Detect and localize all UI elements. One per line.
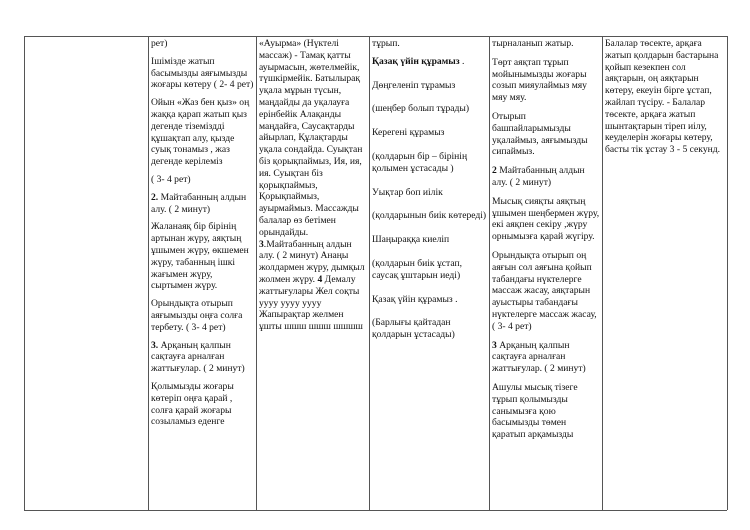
table-cell-col2: [259, 38, 368, 339]
cell-paragraph: Дөңгеленіп тұрамыз: [372, 79, 456, 91]
cell-paragraph: Керегені құрамыз: [372, 127, 445, 139]
table-border-col3: [489, 36, 490, 510]
table-border-left: [24, 36, 25, 510]
cell-paragraph: [492, 165, 602, 189]
table-cell-col4: [492, 38, 602, 448]
cell-paragraph: Төрт аяқтап тұрып мойынымызды жоғары созып мияулаймыз мяу мяу мяу.: [492, 56, 587, 104]
cell-paragraph: [151, 340, 255, 375]
cell-paragraph: (қолдарын биік ұстап, саусақ ұштарын иеді): [372, 257, 462, 281]
cell-text: .: [462, 55, 465, 67]
table-border-col0: [148, 36, 149, 510]
cell-paragraph: [492, 340, 602, 375]
cell-paragraph: Орындықта отырып аяғымызды оңға солға тербету. ( 3- 4 рет): [151, 298, 243, 333]
item-number: 3.: [151, 339, 159, 351]
table-border-col1: [256, 36, 257, 510]
item-heading: Арқаның қалпын сақтауға арналған жаттығулар. ( 2 минут): [492, 339, 586, 375]
cell-paragraph: [151, 192, 255, 216]
cell-heading: [372, 56, 488, 68]
cell-paragraph: Ішімізде жатып басымызды аяғымызды жоғары көтеру ( 2- 4 рет): [151, 55, 254, 91]
cell-text: «Ауырма» (Нүктелі массаж) - Тамақ қатты ауырмасын, жөтелмейік, түшкірмейік. Батылырақ уқала мұрын түсын, маңдайды да уқалауға ерінбейік Алақанды маңдайға, Саусақтарды айырлап, Құлақтарды уқала сондайда. Суықтан біз қорықпаймыз, Ия, ия, ия. Суықтан біз қорықпаймыз, Қорықпаймыз, ауырмаймыз. Массажды балалар өз бетімен орындайды.: [259, 38, 363, 238]
cell-paragraph: тұрып.: [372, 38, 400, 49]
cell-paragraph: (Барлығы қайтадан қолдарын ұстасады): [372, 317, 455, 341]
table-cell-col5: [605, 38, 727, 162]
item-number: 4: [317, 273, 323, 285]
item-number: 2.: [151, 191, 159, 203]
cell-paragraph: (қолдарын бір – бірінің қолымен ұстасады ): [372, 150, 468, 174]
table-cell-col1: [151, 38, 255, 434]
cell-paragraph: рет): [151, 38, 168, 49]
item-number: 3: [259, 238, 264, 250]
item-heading: Майтабанның алдын алу. ( 2 минут): [151, 191, 247, 215]
cell-paragraph: Шаңыраққа киеліп: [372, 234, 450, 246]
cell-paragraph: Балалар төсекте, арқаға жатып қолдарын бастарына қойып кезекпен сол аяқтарын, оң аяқтарын көтеру, екеуін бірге ұстап, жайлап түсіру. - Балалар төсекте, арқаға жатып шынтақтарын тіреп иілу, кеуделерін жоғары көтеру, басты тік ұстау 3 - 5 секунд.: [605, 38, 721, 156]
cell-paragraph: ( 3- 4 рет): [151, 173, 191, 185]
section-title: Қазақ үйін құрамыз: [372, 55, 460, 67]
cell-paragraph: Ашулы мысық тізеге тұрып қолымызды санымызға қою басымызды төмен қаратып арқамызды: [492, 381, 578, 441]
cell-paragraph: Қолымызды жоғары көтеріп оңға қарай , солға қарай жоғары созыламыз еденге: [151, 380, 234, 428]
cell-paragraph: Уықтар боп иілік: [372, 186, 443, 198]
item-number: 2: [492, 165, 497, 177]
table-cell-col3: [372, 38, 488, 353]
item-number: 3: [492, 339, 497, 351]
table-border-top: [24, 36, 727, 37]
item-heading: Арқаның қалпын сақтауға арналған жаттығулар. ( 2 минут): [151, 339, 245, 375]
cell-text: .Майтабанның алдын алу. ( 2 минут) Анаңы жолдармен жүру, дымқыл жолмен жүру.: [259, 238, 365, 285]
cell-text: Демалу жаттығулары Жел соқты уууу уууу уууу Жапырақтар желмен ұшты шшш шшш шшшш: [259, 273, 363, 333]
cell-paragraph: Мысық сияқты аяқтың ұшымен шеңбермен жүру, екі аяқпен секіру ,жүру орнымызға қарай жүгіру.: [492, 195, 600, 243]
cell-paragraph: (шеңбер болып тұрады): [372, 103, 470, 115]
table-border-right: [727, 36, 728, 510]
table-border-col4: [602, 36, 603, 510]
cell-paragraph: [259, 38, 368, 333]
cell-paragraph: тырналанып жатыр.: [492, 38, 574, 49]
cell-paragraph: Отырып башпайларымызды уқалаймыз, аяғымызды сипаймыз.: [492, 110, 588, 158]
table-border-bottom: [24, 510, 727, 511]
cell-paragraph: (қолдарынын биік көтереді): [372, 210, 487, 222]
item-heading: Майтабанның алдын алу. ( 2 минут): [492, 165, 585, 188]
cell-paragraph: Қазақ үйін құрамыз .: [372, 293, 458, 305]
cell-paragraph: Ойын «Жаз бен қыз» оң жаққа қарап жатып қыз дегенде тіземіздді құшақтап алу, қызде суық тонамыз , жаз дегенде керілеміз: [151, 97, 250, 168]
cell-paragraph: Жаланаяқ бір бірінің артынан жүру, аяқтың ұшымен жүру, өкшемен жүру, табанның ішкі жағымен жүру, сыртымен жүру.: [151, 221, 249, 292]
table-border-col2: [369, 36, 370, 510]
cell-paragraph: Орындықта отырып оң аяғын сол аяғына қойып табандағы нүктелерге массаж жасау, аяқтарын ауыстыры табандағы нүктелерге массаж жасау, ( 3- 4 рет): [492, 249, 597, 332]
